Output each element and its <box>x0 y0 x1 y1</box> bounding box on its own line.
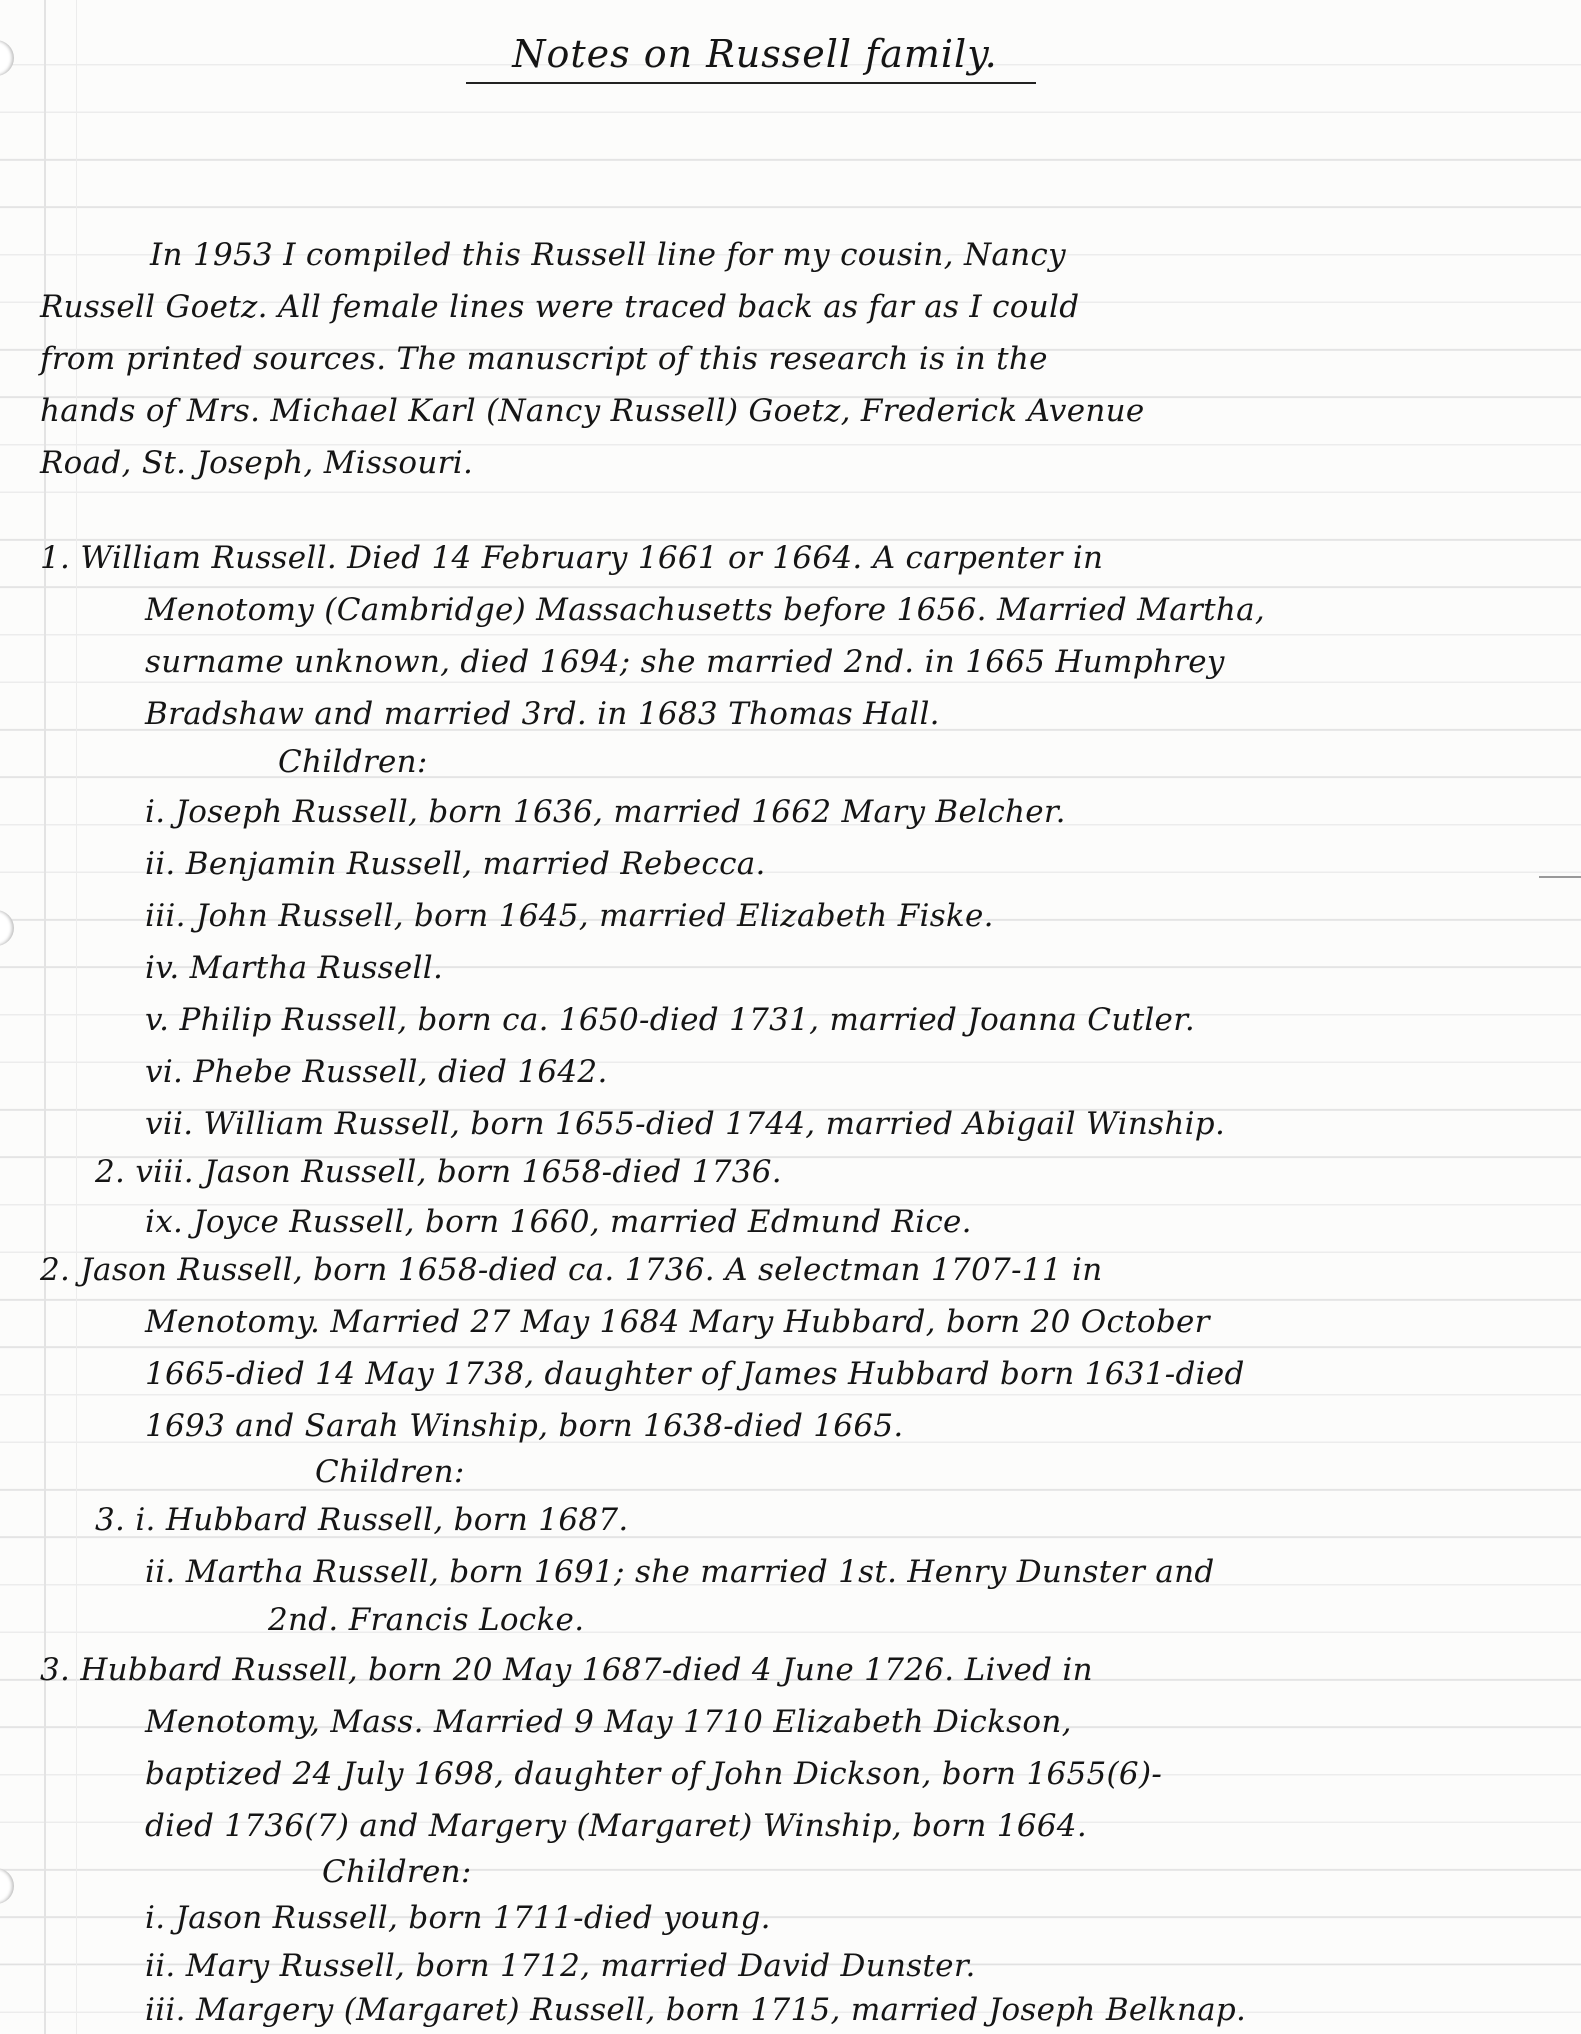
punch-hole <box>0 910 14 946</box>
intro-line: Road, St. Joseph, Missouri. <box>40 445 474 481</box>
entry-line: Bradshaw and married 3rd. in 1683 Thomas Hall. <box>145 696 940 732</box>
punch-hole <box>0 40 14 76</box>
child-line: ix. Joyce Russell, born 1660, married Edmund Rice. <box>145 1204 972 1240</box>
child-line: ii. Benjamin Russell, married Rebecca. <box>145 846 766 882</box>
child-line: 2nd. Francis Locke. <box>268 1602 585 1638</box>
entry-heading: 3. Hubbard Russell, born 20 May 1687-died 4 June 1726. Lived in <box>40 1652 1093 1688</box>
entry-heading: 1. William Russell. Died 14 February 1661 or 1664. A carpenter in <box>40 540 1104 576</box>
entry-line: surname unknown, died 1694; she married 2nd. in 1665 Humphrey <box>145 644 1225 680</box>
intro-line: Russell Goetz. All female lines were traced back as far as I could <box>40 289 1080 325</box>
children-label: Children: <box>315 1454 465 1490</box>
children-label: Children: <box>322 1854 472 1890</box>
child-line: iii. John Russell, born 1645, married Elizabeth Fiske. <box>145 898 994 934</box>
entry-line: died 1736(7) and Margery (Margaret) Winship, born 1664. <box>145 1808 1087 1844</box>
entry-line: 1693 and Sarah Winship, born 1638-died 1665. <box>145 1408 904 1444</box>
intro-line: from printed sources. The manuscript of this research is in the <box>40 341 1048 377</box>
entry-line: Menotomy (Cambridge) Massachusetts before 1656. Married Martha, <box>145 592 1266 628</box>
entry-line: 1665-died 14 May 1738, daughter of James Hubbard born 1631-died <box>145 1356 1245 1392</box>
child-line: iv. Martha Russell. <box>145 950 444 986</box>
punch-hole <box>0 1868 14 1904</box>
entry-line: Menotomy, Mass. Married 9 May 1710 Elizabeth Dickson, <box>145 1704 1072 1740</box>
child-line: 3. i. Hubbard Russell, born 1687. <box>95 1502 629 1538</box>
entry-line: baptized 24 July 1698, daughter of John Dickson, born 1655(6)- <box>145 1756 1163 1792</box>
children-label: Children: <box>278 744 428 780</box>
child-line: i. Jason Russell, born 1711-died young. <box>145 1900 771 1936</box>
intro-line: In 1953 I compiled this Russell line for my cousin, Nancy <box>150 237 1066 273</box>
entry-line: Menotomy. Married 27 May 1684 Mary Hubbard, born 20 October <box>145 1304 1210 1340</box>
edge-mark <box>1539 876 1581 878</box>
intro-line: hands of Mrs. Michael Karl (Nancy Russell) Goetz, Frederick Avenue <box>40 393 1145 429</box>
child-line: v. Philip Russell, born ca. 1650-died 1731, married Joanna Cutler. <box>145 1002 1196 1038</box>
child-line: vii. William Russell, born 1655-died 1744, married Abigail Winship. <box>145 1106 1226 1142</box>
page-title: Notes on Russell family. <box>512 32 998 76</box>
child-line: vi. Phebe Russell, died 1642. <box>145 1054 608 1090</box>
child-line: iii. Margery (Margaret) Russell, born 1715, married Joseph Belknap. <box>145 1992 1247 2028</box>
title-underline <box>466 82 1036 84</box>
child-line: i. Joseph Russell, born 1636, married 1662 Mary Belcher. <box>145 794 1066 830</box>
entry-heading: 2. Jason Russell, born 1658-died ca. 1736. A selectman 1707-11 in <box>40 1252 1103 1288</box>
child-line: ii. Martha Russell, born 1691; she married 1st. Henry Dunster and <box>145 1554 1215 1590</box>
child-line: 2. viii. Jason Russell, born 1658-died 1736. <box>95 1154 782 1190</box>
child-line: ii. Mary Russell, born 1712, married David Dunster. <box>145 1948 976 1984</box>
